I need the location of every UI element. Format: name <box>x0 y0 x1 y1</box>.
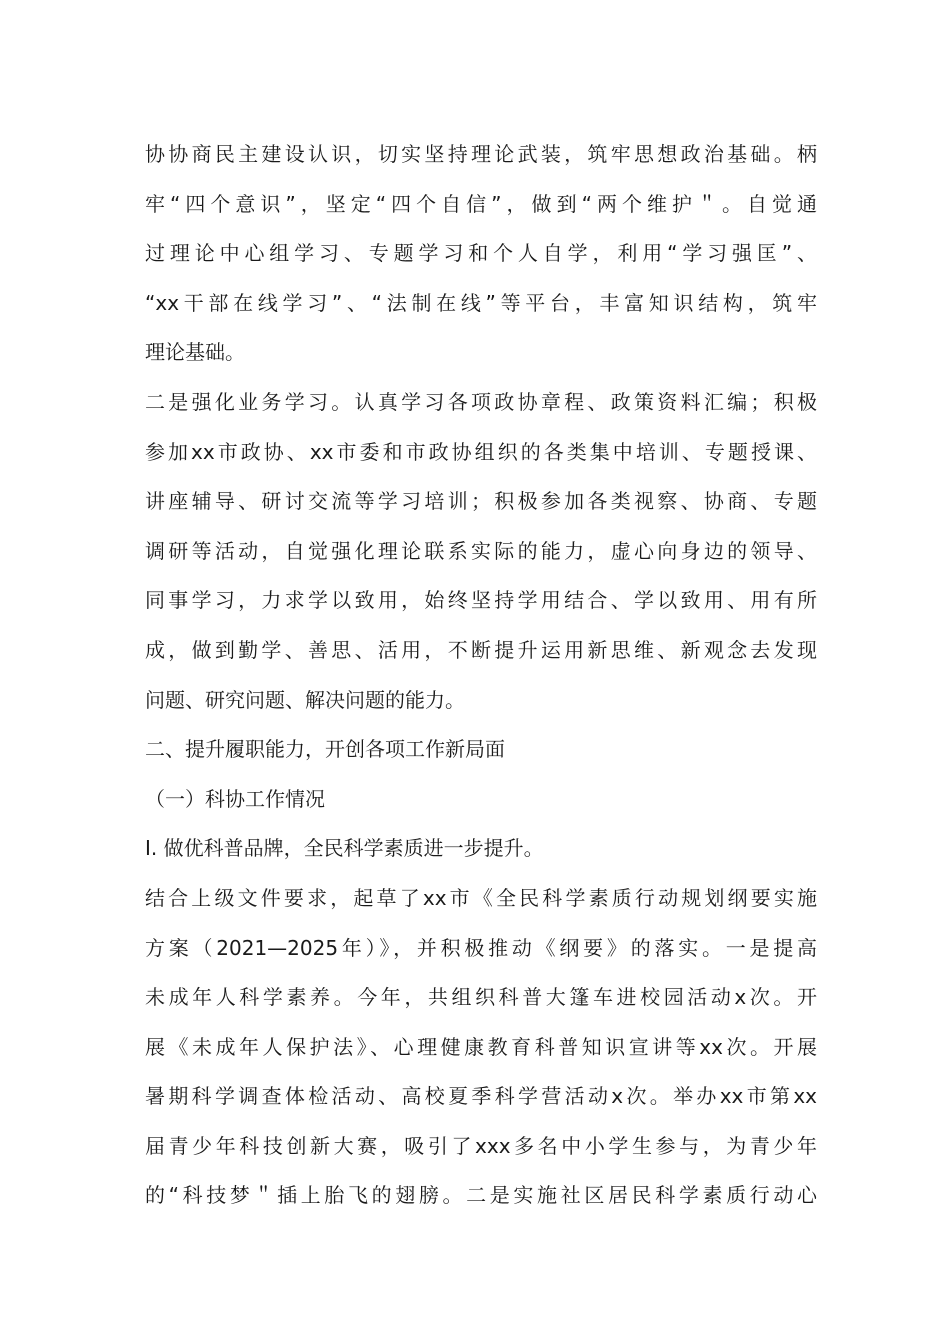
text-line: 方案（2021—2025年）》，并积极推动《纲要》的落实。一是提高 <box>145 935 817 960</box>
text-line: 协协商民主建设认识，切实坚持理论武装，筑牢思想政治基础。柄 <box>145 142 817 166</box>
text-line: 的“科技梦＂插上胎飞的翅膀。二是实施社区居民科学素质行动心 <box>145 1183 817 1208</box>
text-line: 二是强化业务学习。认真学习各项政协章程、政策资料汇编；积极 <box>145 389 817 414</box>
text-line: 展《未成年人保护法》、心理健康教育科普知识宣讲等xx次。开展 <box>145 1034 817 1059</box>
text-line: 同事学习，力求学以致用，始终坚持学用结合、学以致用、用有所 <box>145 588 817 613</box>
text-line: 问题、研究问题、解决问题的能力。 <box>145 687 465 712</box>
text-line: 过理论中心组学习、专题学习和个人自学，利用“学习强匡”、 <box>145 241 817 266</box>
text-line: 理论基础。 <box>145 340 245 365</box>
text-line: 结合上级文件要求，起草了xx市《全民科学素质行动规划纲要实施 <box>145 885 817 910</box>
text-line: 调研等活动，自觉强化理论联系实际的能力，虚心向身边的领导、 <box>145 538 817 563</box>
text-line: 未成年人科学素养。今年，共组织科普大篷车进校园活动x次。开 <box>145 985 817 1010</box>
section-heading: 二、提升履职能力，开创各项工作新局面 <box>145 737 505 762</box>
text-line: 届青少年科技创新大赛，吸引了xxx多名中小学生参与，为青少年 <box>145 1133 817 1158</box>
text-line: 成，做到勤学、善思、活用，不断提升运用新思维、新观念去发现 <box>145 637 817 662</box>
item-heading: I. 做优科普品牌，全民科学素质进一步提升。 <box>145 836 544 861</box>
body-text <box>145 130 817 1221</box>
text-line: 讲座辅导、研讨交流等学习培训；积极参加各类视察、协商、专题 <box>145 489 817 514</box>
subsection-heading: （一）科协工作情况 <box>145 786 325 811</box>
text-line: “xx干部在线学习”、“法制在线”等平台，丰富知识结构，筑牢 <box>145 290 817 315</box>
text-line: 参加xx市政协、xx市委和市政协组织的各类集中培训、专题授课、 <box>145 439 817 464</box>
text-line: 暑期科学调查体检活动、高校夏季科学营活动x次。举办xx市第xx <box>145 1084 817 1109</box>
text-line: 牢“四个意识”，坚定“四个自信”，做到“两个维护＂。自觉通 <box>145 191 817 216</box>
